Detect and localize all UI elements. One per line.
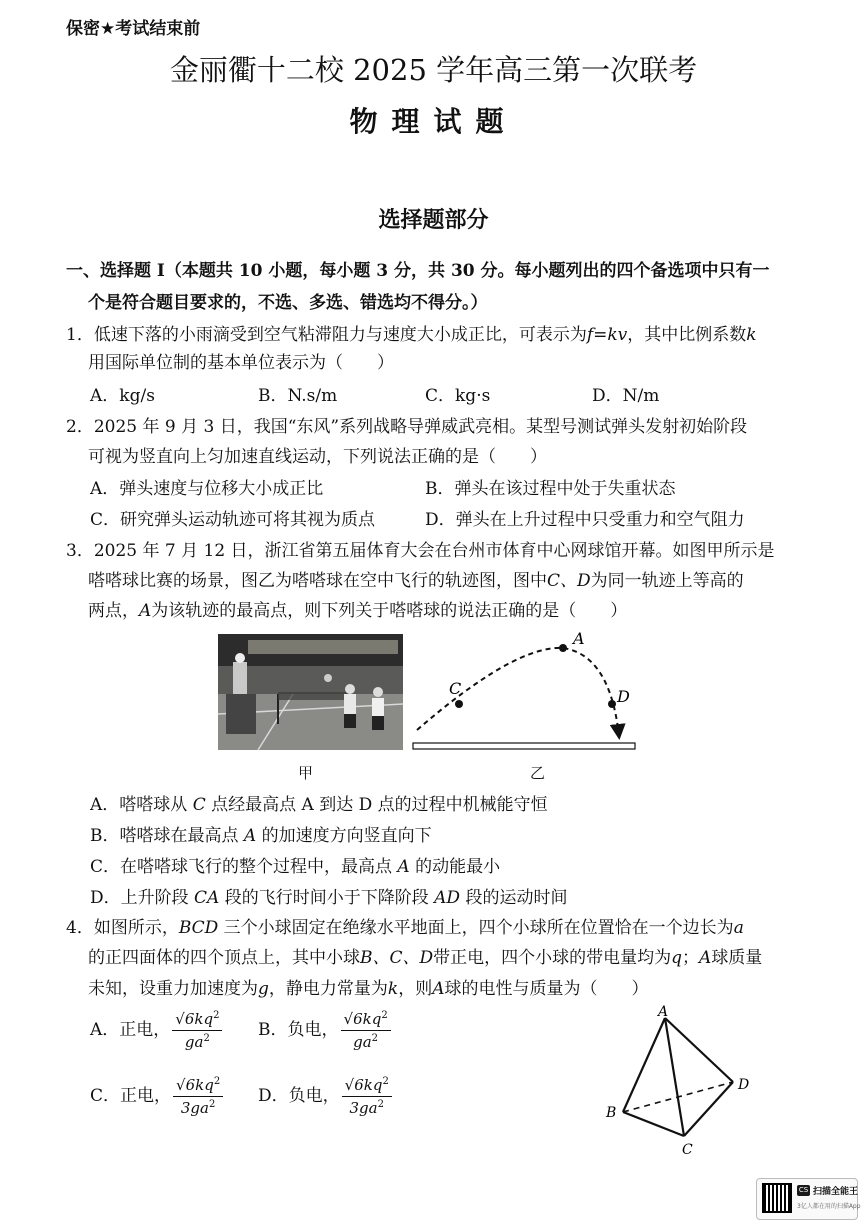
section-title: 选择题部分 xyxy=(378,207,489,233)
confidential-label: 保密★考试结束前 xyxy=(66,19,201,39)
q1-option-c: C．kg·s xyxy=(425,386,491,406)
q1-option-a: A．kg/s xyxy=(90,386,155,406)
q1-line-1: 1．低速下落的小雨滴受到空气粘滞阻力与速度大小成正比，可表示为f=kv，其中比例系数k xyxy=(66,325,757,345)
exam-title: 金丽衢十二校 2025 学年高三第一次联考 xyxy=(169,53,698,87)
tetrahedron-diagram xyxy=(595,1000,765,1160)
ground xyxy=(413,743,635,749)
scanner-watermark xyxy=(756,1178,861,1220)
figure-caption-left: 甲 xyxy=(298,764,314,782)
label-a: A xyxy=(573,629,585,648)
q3-line-2: 嗒嗒球比赛的场景，图乙为嗒嗒球在空中飞行的轨迹图，图中C、D为同一轨迹上等高的 xyxy=(88,571,744,591)
label-c: C xyxy=(449,679,462,698)
q4-option-c: C．正电， $\frac{√6kq^2}{3ga^2}$ xyxy=(90,1076,223,1117)
q3-option-d: D．上升阶段 CA 段的飞行时间小于下降阶段 AD 段的运动时间 xyxy=(90,888,568,908)
qr-code-icon xyxy=(762,1183,792,1213)
instruction-line-2: 个是符合题目要求的，不选、多选、错选均不得分。） xyxy=(88,293,488,313)
q3-option-c: C．在嗒嗒球飞行的整个过程中，最高点 A 的动能最小 xyxy=(90,857,501,877)
scanner-subtitle: 3亿人都在用的扫描App xyxy=(797,1203,861,1210)
figure-caption-right: 乙 xyxy=(530,764,546,782)
exam-subtitle: 物理试题 xyxy=(349,105,518,138)
q3-line-1: 3．2025 年 7 月 12 日，浙江省第五届体育大会在台州市体育中心网球馆开幕。如图甲所示是 xyxy=(66,541,775,561)
q4-line-3: 未知，设重力加速度为g，静电力常量为k，则A球的电性与质量为（ ） xyxy=(88,979,649,999)
vertex-label-b: B xyxy=(606,1105,617,1121)
q2-option-c: C．研究弹头运动轨迹可将其视为质点 xyxy=(90,510,376,530)
vertex-label-a: A xyxy=(658,1004,669,1020)
point-a xyxy=(559,644,567,652)
scanner-logo: CS xyxy=(798,1186,809,1194)
label-d: D xyxy=(617,687,630,706)
q4-line-2: 的正四面体的四个顶点上，其中小球B、C、D带正电，四个小球的带电量均为q；A球质量 xyxy=(88,948,763,968)
q1-option-d: D．N/m xyxy=(592,386,660,406)
q1-option-b: B．N.s/m xyxy=(258,386,338,406)
q4-option-d: D．负电， $\frac{√6kq^2}{3ga^2}$ xyxy=(258,1076,392,1117)
vertex-label-d: D xyxy=(738,1077,750,1093)
q4-option-a: A．正电， $\frac{√6kq^2}{ga^2}$ xyxy=(90,1010,222,1051)
q4-option-b: B．负电， $\frac{√6kq^2}{ga^2}$ xyxy=(258,1010,391,1051)
badminton-photo xyxy=(218,634,403,750)
q2-option-d: D．弹头在上升过程中只受重力和空气阻力 xyxy=(425,510,745,530)
q3-option-a: A．嗒嗒球从 C 点经最高点 A 到达 D 点的过程中机械能守恒 xyxy=(90,795,548,815)
q2-line-2: 可视为竖直向上匀加速直线运动，下列说法正确的是（ ） xyxy=(88,447,547,467)
q3-line-3: 两点，A为该轨迹的最高点，则下列关于嗒嗒球的说法正确的是（ ） xyxy=(88,601,628,621)
vertex-label-c: C xyxy=(682,1142,693,1158)
q2-line-1: 2．2025 年 9 月 3 日，我国“东风”系列战略导弹威武亮相。某型号测试弹头发射初始阶段 xyxy=(66,417,748,437)
trajectory-diagram xyxy=(405,620,645,755)
point-d xyxy=(608,700,616,708)
instruction-line-1: 一、选择题 I（本题共 10 小题，每小题 3 分，共 30 分。每小题列出的四个备选项中只有一 xyxy=(66,261,770,281)
q3-option-b: B．嗒嗒球在最高点 A 的加速度方向竖直向下 xyxy=(90,826,432,846)
q1-line-2: 用国际单位制的基本单位表示为（ ） xyxy=(88,353,394,373)
point-c xyxy=(455,700,463,708)
q2-option-b: B．弹头在该过程中处于失重状态 xyxy=(425,479,676,499)
scanner-title: 扫描全能王 xyxy=(813,1187,859,1197)
q2-option-a: A．弹头速度与位移大小成正比 xyxy=(90,479,324,499)
q4-line-1: 4．如图所示，BCD 三个小球固定在绝缘水平地面上，四个小球所在位置恰在一个边长为a xyxy=(66,918,744,938)
